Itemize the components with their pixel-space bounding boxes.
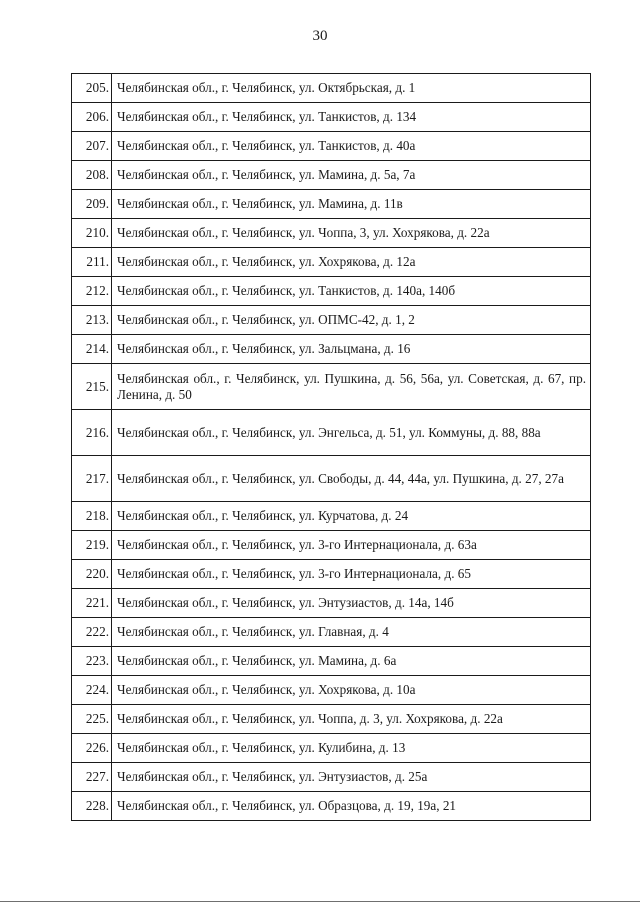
row-number: 206. [72,103,112,132]
row-address: Челябинская обл., г. Челябинск, ул. Танкистов, д. 140а, 140б [112,277,591,306]
row-number: 225. [72,705,112,734]
row-address: Челябинская обл., г. Челябинск, ул. Хохрякова, д. 12а [112,248,591,277]
table-row [72,792,591,821]
table-row [72,364,591,410]
table-row [72,560,591,589]
table-row [72,410,591,456]
table-row [72,502,591,531]
row-number: 221. [72,589,112,618]
row-address: Челябинская обл., г. Челябинск, ул. Пушкина, д. 56, 56а, ул. Советская, д. 67, пр. Ленина, д. 50 [112,364,591,410]
row-address: Челябинская обл., г. Челябинск, ул. Мамина, д. 11в [112,190,591,219]
row-address: Челябинская обл., г. Челябинск, ул. Образцова, д. 19, 19а, 21 [112,792,591,821]
row-number: 208. [72,161,112,190]
row-address: Челябинская обл., г. Челябинск, ул. 3-го Интернационала, д. 65 [112,560,591,589]
row-address: Челябинская обл., г. Челябинск, ул. Танкистов, д. 134 [112,103,591,132]
table-row [72,676,591,705]
table-row [72,335,591,364]
table-row [72,161,591,190]
table-row [72,74,591,103]
table-row [72,277,591,306]
row-address: Челябинская обл., г. Челябинск, ул. 3-го Интернационала, д. 63а [112,531,591,560]
row-number: 205. [72,74,112,103]
row-address: Челябинская обл., г. Челябинск, ул. ОПМС-42, д. 1, 2 [112,306,591,335]
table-row [72,132,591,161]
row-number: 217. [72,456,112,502]
row-number: 207. [72,132,112,161]
table-row [72,618,591,647]
row-number: 209. [72,190,112,219]
table-row [72,647,591,676]
row-address: Челябинская обл., г. Челябинск, ул. Главная, д. 4 [112,618,591,647]
row-number: 227. [72,763,112,792]
table-row [72,705,591,734]
row-number: 212. [72,277,112,306]
row-number: 226. [72,734,112,763]
row-address: Челябинская обл., г. Челябинск, ул. Хохрякова, д. 10а [112,676,591,705]
row-number: 228. [72,792,112,821]
row-address: Челябинская обл., г. Челябинск, ул. Кулибина, д. 13 [112,734,591,763]
row-address: Челябинская обл., г. Челябинск, ул. Чоппа, д. 3, ул. Хохрякова, д. 22а [112,705,591,734]
row-number: 218. [72,502,112,531]
row-number: 224. [72,676,112,705]
row-address: Челябинская обл., г. Челябинск, ул. Чоппа, 3, ул. Хохрякова, д. 22а [112,219,591,248]
table-row [72,531,591,560]
row-address: Челябинская обл., г. Челябинск, ул. Октябрьская, д. 1 [112,74,591,103]
row-number: 220. [72,560,112,589]
row-number: 222. [72,618,112,647]
row-number: 223. [72,647,112,676]
table-row [72,734,591,763]
row-address: Челябинская обл., г. Челябинск, ул. Мамина, д. 5а, 7а [112,161,591,190]
row-number: 214. [72,335,112,364]
row-address: Челябинская обл., г. Челябинск, ул. Курчатова, д. 24 [112,502,591,531]
table-row [72,589,591,618]
row-address: Челябинская обл., г. Челябинск, ул. Зальцмана, д. 16 [112,335,591,364]
page-number: 30 [312,28,328,44]
table-row [72,763,591,792]
row-number: 215. [72,364,112,410]
table-row [72,456,591,502]
row-address: Челябинская обл., г. Челябинск, ул. Энгельса, д. 51, ул. Коммуны, д. 88, 88а [112,410,591,456]
table-row [72,248,591,277]
row-number: 216. [72,410,112,456]
row-address: Челябинская обл., г. Челябинск, ул. Свободы, д. 44, 44а, ул. Пушкина, д. 27, 27а [112,456,591,502]
table-row [72,219,591,248]
row-address: Челябинская обл., г. Челябинск, ул. Танкистов, д. 40а [112,132,591,161]
row-number: 210. [72,219,112,248]
table-row [72,190,591,219]
row-number: 213. [72,306,112,335]
table-row [72,103,591,132]
scan-edge-line [0,901,640,902]
row-address: Челябинская обл., г. Челябинск, ул. Энтузиастов, д. 14а, 14б [112,589,591,618]
table-row [72,306,591,335]
row-address: Челябинская обл., г. Челябинск, ул. Энтузиастов, д. 25а [112,763,591,792]
row-address: Челябинская обл., г. Челябинск, ул. Мамина, д. 6а [112,647,591,676]
row-number: 211. [72,248,112,277]
row-number: 219. [72,531,112,560]
address-table [71,73,591,821]
